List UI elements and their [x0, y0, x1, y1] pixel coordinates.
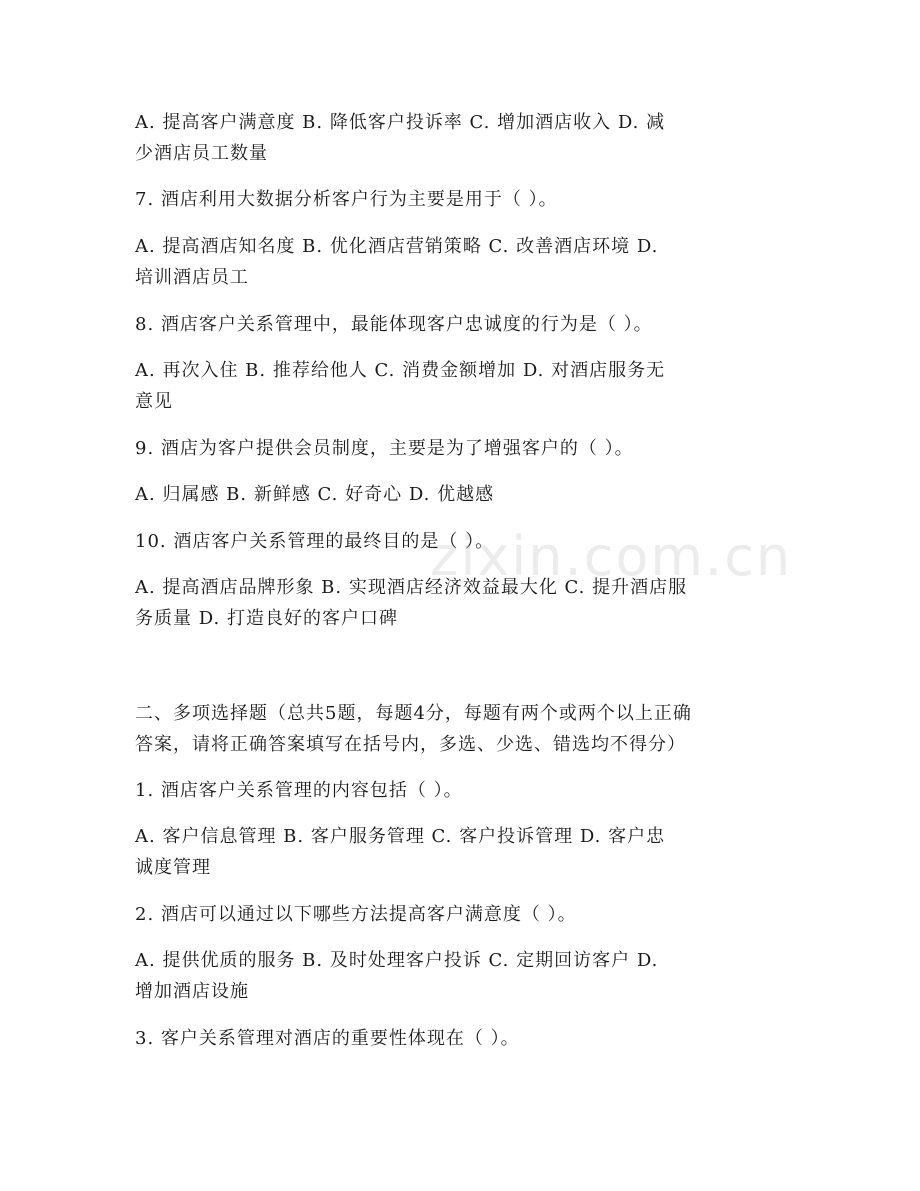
text-line: A. 再次入住 B. 推荐给他人 C. 消费金额增加 D. 对酒店服务无	[135, 360, 666, 381]
question-line: 8. 酒店客户关系管理中，最能体现客户忠诚度的行为是（ ）。	[135, 314, 653, 335]
text-line: A. 提供优质的服务 B. 及时处理客户投诉 C. 定期回访客户 D.	[135, 950, 659, 971]
question-line: 7. 酒店利用大数据分析客户行为主要是用于（ ）。	[135, 189, 558, 210]
question-line: 2. 酒店可以通过以下哪些方法提高客户满意度（ ）。	[135, 904, 577, 925]
text-line: 增加酒店设施	[135, 981, 249, 1002]
text-line: A. 归属感 B. 新鲜感 C. 好奇心 D. 优越感	[135, 484, 495, 505]
text-line: A. 提高酒店知名度 B. 优化酒店营销策略 C. 改善酒店环境 D.	[135, 236, 659, 257]
question-line: 9. 酒店为客户提供会员制度，主要是为了增强客户的（ ）。	[135, 438, 634, 459]
text-line: 意见	[135, 391, 173, 412]
section-heading: 二、多项选择题（总共5题，每题4分，每题有两个或两个以上正确	[135, 703, 692, 724]
text-line: A. 提高酒店品牌形象 B. 实现酒店经济效益最大化 C. 提升酒店服	[135, 577, 688, 598]
question-line: 10. 酒店客户关系管理的最终目的是（ ）。	[135, 531, 495, 552]
text-line: A. 客户信息管理 B. 客户服务管理 C. 客户投诉管理 D. 客户忠	[135, 826, 666, 847]
watermark: zixin.com.cn	[430, 525, 793, 588]
text-line: 培训酒店员工	[135, 267, 249, 288]
text-line: 务质量 D. 打造良好的客户口碑	[135, 608, 398, 629]
text-line: 诚度管理	[135, 857, 211, 878]
question-line: 1. 酒店客户关系管理的内容包括（ ）。	[135, 780, 463, 801]
question-line: 3. 客户关系管理对酒店的重要性体现在（ ）。	[135, 1028, 520, 1049]
text-line: 少酒店员工数量	[135, 143, 268, 164]
text-line: A. 提高客户满意度 B. 降低客户投诉率 C. 增加酒店收入 D. 减	[135, 112, 666, 133]
section-heading: 答案，请将正确答案填写在括号内，多选、少选、错选均不得分）	[135, 734, 686, 755]
